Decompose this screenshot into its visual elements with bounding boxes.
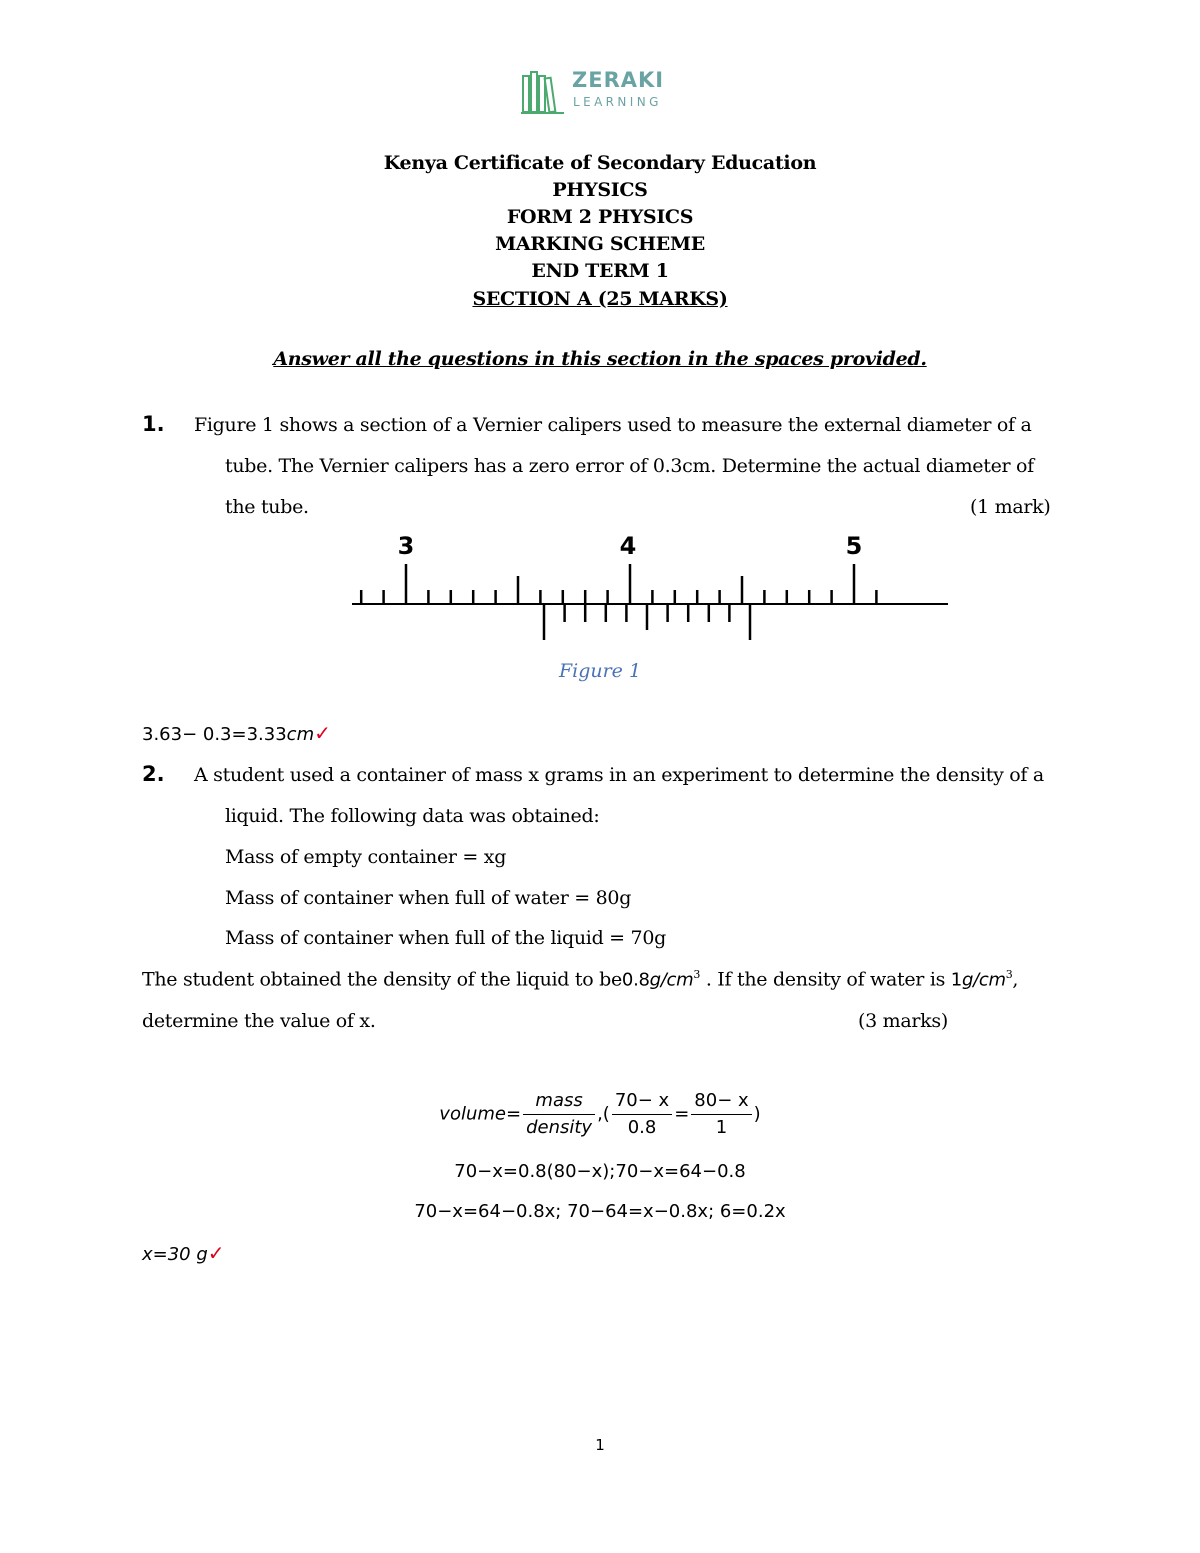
- fraction-denominator-water: 1: [715, 1117, 728, 1138]
- data-container-water: Mass of container when full of water = 80g: [225, 887, 632, 909]
- data-empty-container: Mass of empty container = xg: [225, 846, 507, 868]
- water-volume-fraction: [691, 1088, 751, 1141]
- main-scale-label-4: 4: [619, 532, 637, 560]
- exam-title: Kenya Certificate of Secondary Education: [383, 152, 817, 174]
- mass-density-fraction: [523, 1088, 595, 1141]
- fraction-denominator-density: density: [526, 1117, 593, 1138]
- question-2-number: 2.: [142, 762, 165, 786]
- working-line-2: 70−x=0.8(80−x);70−x=64−0.8: [454, 1161, 746, 1182]
- fraction-denominator-liquid: 0.8: [627, 1117, 657, 1138]
- scheme-title: MARKING SCHEME: [495, 233, 705, 255]
- density-statement-prefix: The student obtained the density of the liquid to be: [142, 968, 622, 991]
- working-line-1: volume= $\frac{\text{mass}}{\text{density}}$ ,( $\frac{70- x}{0.8}$ = $\frac{80- x}{1}$ ): [0, 1088, 1200, 1141]
- vernier-scale-ticks: [544, 604, 750, 640]
- fraction-numerator-liquid: 70− x: [612, 1088, 672, 1115]
- question-1-number: 1.: [142, 412, 165, 436]
- question-1-line-2: tube. The Vernier calipers has a zero error of 0.3cm. Determine the actual diameter of: [225, 455, 1034, 477]
- answer-1-expression: 3.63− 0.3=3.33: [142, 724, 287, 745]
- term-title: END TERM 1: [531, 260, 669, 282]
- question-1-answer: [142, 721, 331, 745]
- question-2-line-1: A student used a container of mass x grams in an experiment to determine the density of a: [194, 764, 1044, 786]
- figure-caption: Figure 1: [558, 660, 642, 682]
- density-statement: The student obtained the density of the liquid to $be0.8g/cm^3$ . If the density of water is $1g/cm^3$,: [142, 968, 1019, 991]
- density-water-value: 1: [950, 969, 962, 991]
- question-1-line-1: Figure 1 shows a section of a Vernier calipers used to measure the external diameter of a: [194, 414, 1032, 436]
- answer-2-value: x=30 g: [142, 1244, 208, 1265]
- density-liquid-value: 0.8: [621, 969, 650, 991]
- data-container-liquid: Mass of container when full of the liquid = 70g: [225, 927, 666, 949]
- fraction-numerator-mass: mass: [523, 1088, 595, 1115]
- page-number: 1: [595, 1436, 605, 1454]
- question-1-line-3: the tube.: [225, 496, 309, 518]
- liquid-volume-fraction: [612, 1088, 672, 1141]
- density-statement-mid: . If the density of water is: [700, 968, 951, 991]
- instructions: Answer all the questions in this section in the spaces provided.: [273, 348, 927, 370]
- working-line-3: 70−x=64−0.8x; 70−64=x−0.8x; 6=0.2x: [414, 1201, 786, 1222]
- question-2-marks: (3 marks): [858, 1010, 948, 1032]
- main-scale-ticks: [361, 564, 876, 604]
- check-mark-icon: ✓: [314, 721, 331, 745]
- check-mark-icon: ✓: [207, 1241, 225, 1265]
- main-scale-label-5: 5: [845, 532, 863, 560]
- density-unit-water: g/cm: [961, 969, 1006, 991]
- density-unit-liquid: g/cm: [649, 969, 694, 991]
- question-2-line-last: determine the value of x.: [142, 1010, 376, 1032]
- logo-word-zeraki: ZERAKI: [572, 68, 665, 92]
- answer-1-unit: cm: [286, 724, 315, 745]
- density-statement-suffix: ,: [1012, 968, 1019, 991]
- question-1-marks: (1 mark): [970, 496, 1051, 518]
- section-title: SECTION A (25 MARKS): [472, 288, 728, 310]
- question-2-line-2: liquid. The following data was obtained:: [225, 805, 600, 827]
- zeraki-logo: [520, 68, 680, 116]
- logo-word-learning: LEARNING: [573, 95, 662, 109]
- fraction-numerator-water: 80− x: [691, 1088, 751, 1115]
- books-icon: [520, 68, 568, 116]
- volume-label: volume: [439, 1103, 506, 1125]
- main-scale-label-3: 3: [397, 532, 415, 560]
- form-title: FORM 2 PHYSICS: [506, 206, 694, 228]
- subject-title: PHYSICS: [552, 179, 648, 201]
- question-2-answer: [142, 1241, 225, 1265]
- vernier-calipers-figure: [340, 528, 960, 648]
